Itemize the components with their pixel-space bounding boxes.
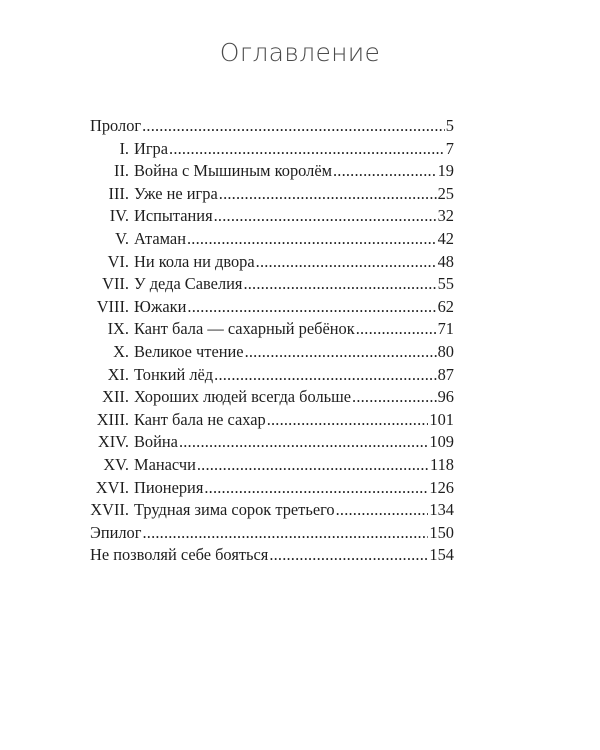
toc-leader-dots [356, 319, 437, 339]
toc-entry-title: Южаки [134, 296, 187, 316]
toc-entry-10 [90, 342, 454, 365]
toc-entry-number: I. [119, 138, 129, 158]
toc-entry-16 [90, 478, 454, 501]
toc-leader-dots [336, 500, 429, 520]
toc-entry-14 [90, 432, 454, 455]
toc-entry-12 [90, 387, 454, 410]
toc-entry-7 [90, 274, 454, 297]
page-title: Оглавление [219, 38, 381, 67]
toc-leader-dots [187, 229, 437, 249]
toc-entry-page: 134 [429, 500, 454, 520]
toc-leader-dots [256, 252, 437, 272]
toc-entry-number: III. [108, 183, 129, 203]
toc-entry-title: Хороших людей всегда больше [134, 387, 352, 407]
toc-entry-number: XV. [103, 454, 129, 474]
toc-entry-title: Игра [134, 138, 169, 158]
toc-leader-dots [204, 478, 428, 498]
toc-entry-page: 32 [437, 206, 454, 226]
toc-entry-page: 55 [437, 274, 454, 294]
toc-leader-dots [214, 365, 436, 385]
toc-leader-dots [187, 297, 436, 317]
toc-entry-prologue [90, 116, 454, 139]
toc-entry-title: Трудная зима сорок третьего [134, 500, 335, 520]
toc-entry-title: Испытания [134, 206, 213, 226]
toc-entry-number: V. [115, 228, 129, 248]
toc-entry-title: Манасчи [134, 454, 196, 474]
toc-entry-title: Кант бала не сахар [134, 409, 266, 429]
toc-entry-title: Пионерия [134, 477, 204, 497]
toc-leader-dots [214, 206, 437, 226]
toc-entry-number: XVI. [95, 477, 129, 497]
toc-entry-number: IV. [109, 206, 129, 226]
toc-entry-page: 80 [437, 341, 454, 361]
toc-entry-page: 62 [437, 296, 454, 316]
toc-entry-page: 96 [437, 387, 454, 407]
toc-leader-dots [267, 410, 429, 430]
toc-entry-page: 48 [437, 251, 454, 271]
toc-entry-page: 25 [437, 183, 454, 203]
toc-entry-title: Кант бала — сахарный ребёнок [134, 319, 355, 339]
toc-leader-dots [269, 545, 428, 565]
toc-entry-6 [90, 252, 454, 275]
toc-entry-epilogue [90, 523, 454, 546]
toc-entry-title: Ни кола ни двора [134, 251, 255, 271]
toc-entry-11 [90, 365, 454, 388]
toc-entry-page: 5 [445, 116, 454, 135]
toc-entry-4 [90, 206, 454, 229]
toc-entry-number: X. [113, 341, 129, 361]
toc-entry-2 [90, 161, 454, 184]
toc-entry-title: Эпилог [90, 522, 142, 542]
toc-entry-page: 87 [437, 364, 454, 384]
toc-entry-number: XII. [102, 387, 129, 407]
toc-entry-3 [90, 184, 454, 207]
toc-entry-title: У деда Савелия [134, 274, 243, 294]
toc-leader-dots [169, 139, 445, 159]
toc-entry-number: XVII. [90, 500, 129, 520]
toc-entry-title: Война [134, 432, 178, 452]
toc-entry-title: Великое чтение [134, 341, 244, 361]
toc-entry-page: 109 [429, 432, 454, 452]
toc-entry-17 [90, 500, 454, 523]
toc-entry-page: 150 [429, 522, 454, 542]
toc-entry-page: 118 [430, 454, 454, 474]
toc-leader-dots [197, 455, 429, 475]
toc-entry-number: VIII. [96, 296, 129, 316]
toc-entry-page: 101 [429, 409, 454, 429]
toc-entry-page: 126 [429, 477, 454, 497]
toc-leader-dots [219, 184, 437, 204]
toc-entry-number: IX. [107, 319, 129, 339]
toc-entry-9 [90, 319, 454, 342]
toc-leader-dots [245, 342, 437, 362]
toc-leader-dots [352, 387, 437, 407]
toc-entry-number: XI. [107, 364, 129, 384]
toc-entry-title: Тонкий лёд [134, 364, 214, 384]
toc-entry-number: XIII. [96, 409, 129, 429]
toc-entry-13 [90, 410, 454, 433]
toc-entry-number: XIV. [97, 432, 129, 452]
toc-entry-title: Не позволяй себе бояться [90, 545, 269, 565]
toc-entry-page: 71 [437, 319, 454, 339]
toc-entry-page: 154 [429, 545, 454, 565]
toc-entry-afterword [90, 545, 454, 568]
toc-entry-number: II. [113, 161, 129, 181]
toc-entry-15 [90, 455, 454, 478]
toc-entry-number: VI. [107, 251, 129, 271]
toc-entry-page: 7 [445, 138, 454, 158]
toc-entry-8 [90, 297, 454, 320]
table-of-contents [90, 116, 454, 568]
toc-leader-dots [142, 116, 445, 136]
toc-leader-dots [142, 523, 428, 543]
toc-leader-dots [179, 432, 428, 452]
toc-leader-dots [333, 161, 437, 181]
toc-entry-title: Атаман [134, 228, 186, 248]
toc-entry-page: 19 [437, 161, 454, 181]
toc-entry-5 [90, 229, 454, 252]
toc-entry-title: Война с Мышиным королём [134, 161, 332, 181]
toc-entry-number: VII. [102, 274, 129, 294]
toc-entry-page: 42 [437, 228, 454, 248]
toc-leader-dots [243, 274, 436, 294]
toc-entry-title: Пролог [90, 116, 142, 135]
toc-entry-title: Уже не игра [134, 183, 218, 203]
toc-entry-1 [90, 139, 454, 162]
